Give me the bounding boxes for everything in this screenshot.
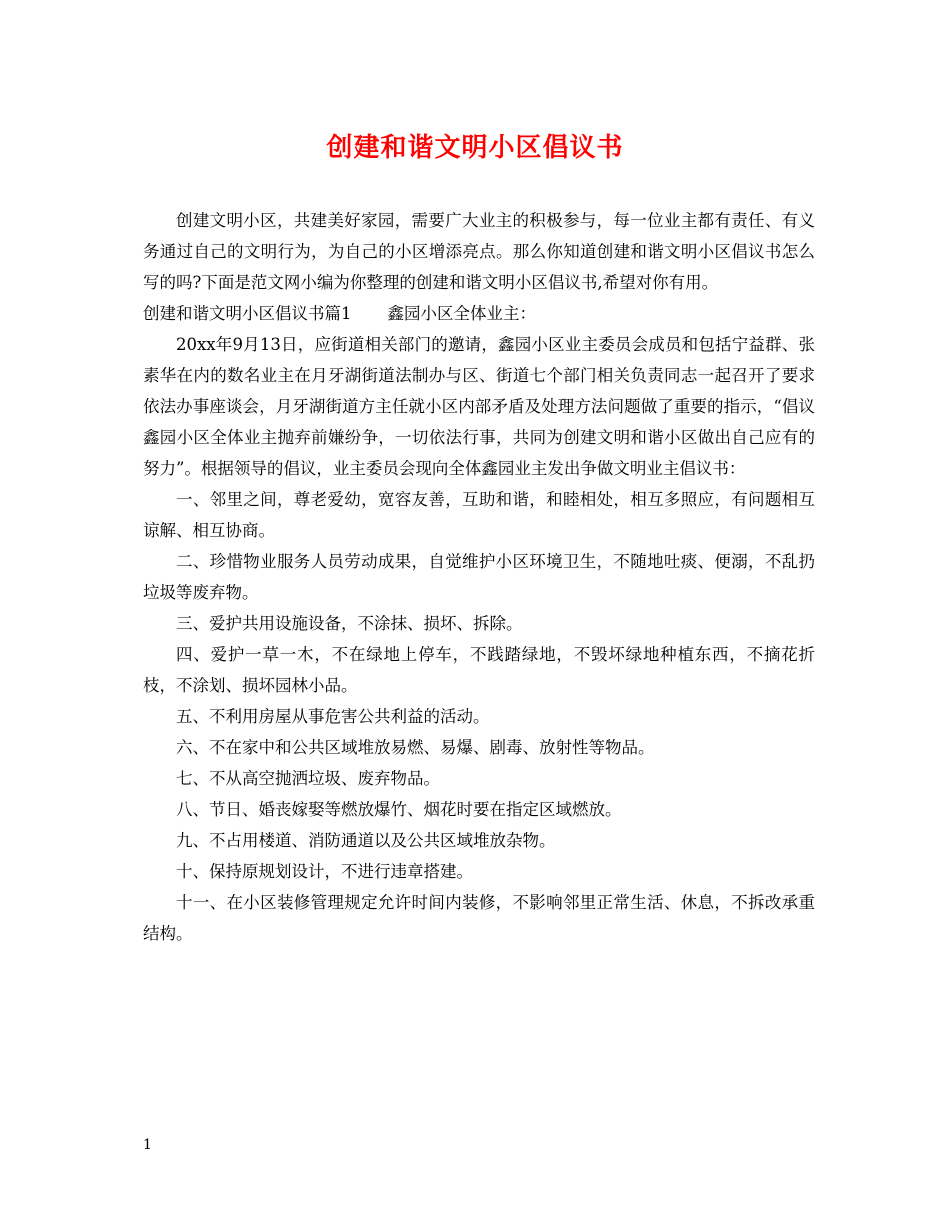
section-label: 创建和谐文明小区倡议书篇1 [143,304,352,323]
document-body [143,205,815,949]
list-item: 七、不从高空抛洒垃圾、废弃物品。 [176,769,440,788]
list-item: 三、爱护共用设施设备，不涂抹、损坏、拆除。 [176,614,523,633]
document-title: 创建和谐文明小区倡议书 [326,133,624,163]
salutation: 鑫园小区全体业主： [387,304,536,323]
list-item: 九、不占用楼道、消防通道以及公共区域堆放杂物。 [176,831,556,850]
list-item: 十一、在小区装修管理规定允许时间内装修，不影响邻里正常生活、休息，不拆改承重结构。 [143,893,815,943]
page-number: 1 [143,1137,152,1153]
section-heading-line [143,298,815,329]
list-item: 一、邻里之间，尊老爱幼，宽容友善，互助和谐，和睦相处，相互多照应，有问题相互谅解、相互协商。 [143,490,815,540]
list-item: 八、节日、婚丧嫁娶等燃放爆竹、烟花时要在指定区域燃放。 [176,800,622,819]
intro-paragraph: 创建文明小区，共建美好家园，需要广大业主的积极参与，每一位业主都有责任、有义务通过自己的文明行为，为自己的小区增添亮点。那么你知道创建和谐文明小区倡议书怎么写的吗?下面是范文网小编为你整理的创建和谐文明小区倡议书,希望对你有用。 [143,211,815,292]
list-item: 十、保持原规划设计，不进行违章搭建。 [176,862,473,881]
list-item: 二、珍惜物业服务人员劳动成果，自觉维护小区环境卫生，不随地吐痰、便溺，不乱扔垃圾等废弃物。 [143,552,815,602]
list-item: 四、爱护一草一木，不在绿地上停车，不践踏绿地，不毁坏绿地种植东西，不摘花折枝，不涂划、损坏园林小品。 [143,645,815,695]
list-item: 五、不利用房屋从事危害公共利益的活动。 [176,707,490,726]
main-paragraph: 20xx年9月13日，应街道相关部门的邀请，鑫园小区业主委员会成员和包括宁益群、张素华在内的数名业主在月牙湖街道法制办与区、街道七个部门相关负责同志一起召开了要求依法办事座谈会，月牙湖街道方主任就小区内部矛盾及处理方法问题做了重要的指示，“倡议鑫园小区全体业主抛弃前嫌纷争，一切依法行事，共同为创建文明和谐小区做出自己应有的努力”。根据领导的倡议，业主委员会现向全体鑫园业主发出争做文明业主倡议书： [143,335,815,478]
list-item: 六、不在家中和公共区域堆放易燃、易爆、剧毒、放射性等物品。 [176,738,655,757]
